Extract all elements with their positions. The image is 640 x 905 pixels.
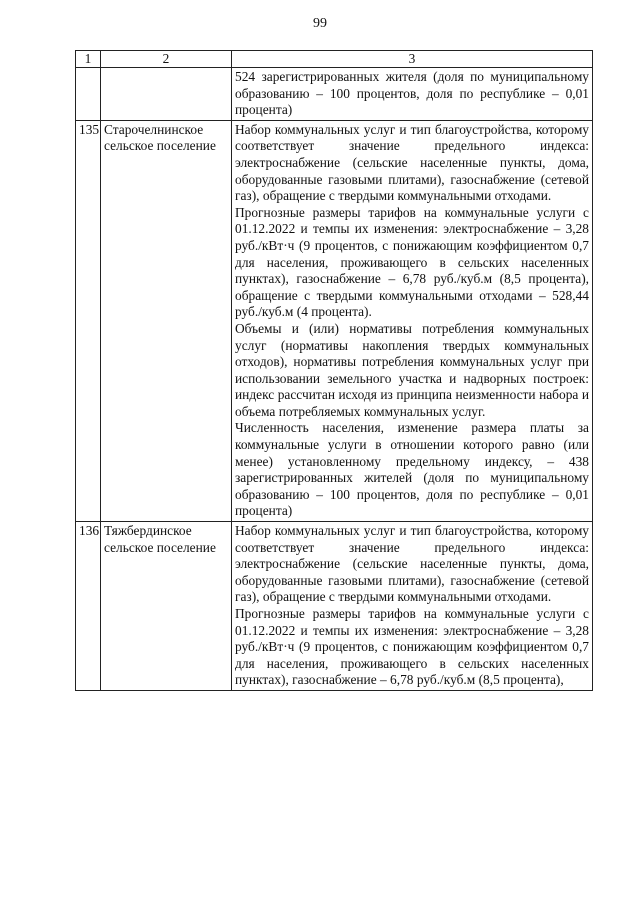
table-header-row <box>76 51 593 68</box>
settlement-name <box>101 68 232 121</box>
row-number: 136 <box>76 522 101 691</box>
header-cell-3: 3 <box>232 51 593 68</box>
row-content <box>232 68 593 121</box>
content-paragraph: Набор коммунальных услуг и тип благоустройства, которому соответствует значение предельного индекса: электроснабжение (сельские населенные пункты, дома, оборудованные газовыми плитами), газоснабжение (сетевой газ), обращение с твердыми коммунальными отходами. <box>235 121 589 204</box>
table-row-continuation <box>76 68 593 121</box>
settlement-name: Старочелнинское сельское поселение <box>101 120 232 521</box>
header-cell-2: 2 <box>101 51 232 68</box>
content-paragraph: Набор коммунальных услуг и тип благоустройства, которому соответствует значение предельного индекса: электроснабжение (сельские населенные пункты, дома, оборудованные газовыми плитами), газоснабжение (сетевой газ), обращение с твердыми коммунальными отходами. <box>235 523 589 605</box>
row-number <box>76 68 101 121</box>
row-content <box>232 120 593 521</box>
content-paragraph: Численность населения, изменение размера платы за коммунальные услуги в отношении которого равно (или менее) установленному предельному индексу, – 438 зарегистрированных жителей (доля по муниципальному образованию – 100 процентов, доля по республике – 0,01 процента) <box>235 420 589 519</box>
tariff-table <box>75 50 593 691</box>
header-cell-1: 1 <box>76 51 101 68</box>
row-number: 135 <box>76 120 101 521</box>
content-paragraph: Прогнозные размеры тарифов на коммунальные услуги с 01.12.2022 и темпы их изменения: электроснабжение – 3,28 руб./кВт·ч (9 процентов, с понижающим коэффициентом 0,7 для населения, проживающего в сельских населенных пунктах), газоснабжение – 6,78 руб./куб.м (8,5 процента), обращение с твердыми коммунальными отходами – 528,44 руб./куб.м (4 процента). <box>235 204 589 320</box>
content-paragraph: 524 зарегистрированных жителя (доля по муниципальному образованию – 100 процентов, доля по республике – 0,01 процента) <box>235 69 589 118</box>
row-content <box>232 522 593 691</box>
settlement-name: Тяжбердинское сельское поселение <box>101 522 232 691</box>
content-paragraph: Объемы и (или) нормативы потребления коммунальных услуг (нормативы накопления твердых коммунальных отходов), нормативы потребления коммунальных услуг при использовании земельного участка и надворных построек: индекс рассчитан исходя из принципа неизменности набора и объема потребляемых коммунальных услуг. <box>235 320 589 419</box>
table-row-135 <box>76 120 593 521</box>
page-number: 99 <box>313 16 327 31</box>
content-paragraph: Прогнозные размеры тарифов на коммунальные услуги с 01.12.2022 и темпы их изменения: электроснабжение – 3,28 руб./кВт·ч (9 процентов, с понижающим коэффициентом 0,7 для населения, проживающего в сельских населенных пунктах), газоснабжение – 6,78 руб./куб.м (8,5 процента), <box>235 606 589 688</box>
table-row-136 <box>76 522 593 691</box>
